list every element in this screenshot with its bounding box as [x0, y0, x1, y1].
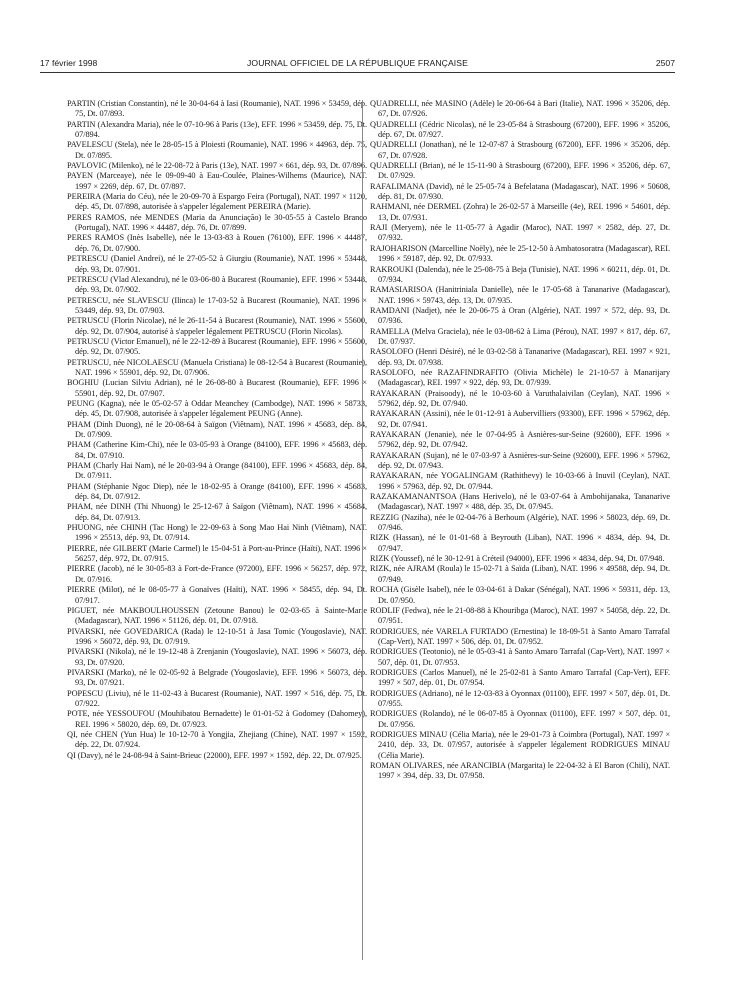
naturalization-entry: RODRIGUES (Carlos Manuel), né le 25-02-81 à Santo Amaro Tarrafal (Cap-Vert), EFF. 1997 × 507, dép. 01, Dt. 07/954.: [370, 667, 670, 688]
naturalization-entry: RAYAKARAN (Sujan), né le 07-03-97 à Asnières-sur-Seine (92600), EFF. 1996 × 57962, dép. 92, Dt. 07/943.: [370, 450, 670, 471]
naturalization-entry: PERES RAMOS, née MENDES (Maria da Anunciação) le 30-05-55 à Castelo Branco (Portugal), NAT. 1996 × 44487, dép. 76, Dt. 07/899.: [67, 212, 367, 233]
left-column: [67, 99, 367, 761]
naturalization-entry: RODRIGUES, née VARELA FURTADO (Ernestina) le 18-09-51 à Santo Amaro Tarrafal (Cap-Vert), NAT. 1997 × 506, dép. 01, Dt. 07/952.: [370, 626, 670, 646]
naturalization-entry: RIZK, née AJRAM (Roula) le 15-02-71 à Saïda (Liban), NAT. 1996 × 49588, dép. 94, Dt. 07/949.: [370, 564, 670, 584]
naturalization-entry: PHAM (Stéphanie Ngoc Diep), née le 18-02-95 à Orange (84100), EFF. 1996 × 45683, dép. 84, Dt. 07/912.: [67, 481, 367, 502]
naturalization-entry: PHAM (Charly Hai Nam), né le 20-03-94 à Orange (84100), EFF. 1996 × 45683, dép. 84, Dt. 07/911.: [67, 461, 367, 481]
naturalization-entry: PERES RAMOS (Inès Isabelle), née le 13-03-83 à Rouen (76100), EFF. 1996 × 44487, dép. 76, Dt. 07/900.: [67, 233, 367, 253]
column-divider: [362, 100, 363, 960]
naturalization-entry: POPESCU (Liviu), né le 11-02-43 à Bucarest (Roumanie), NAT. 1997 × 516, dép. 75, Dt. 07/922.: [67, 688, 367, 708]
naturalization-entry: RIZK (Hassan), né le 01-01-68 à Beyrouth (Liban), NAT. 1996 × 4834, dép. 94, Dt. 07/947.: [370, 533, 670, 553]
naturalization-entry: PHAM, née DINH (Thi Nhuong) le 25-12-67 à Saïgon (Viêtnam), NAT. 1996 × 45684, dép. 84, Dt. 07/913.: [67, 502, 367, 522]
naturalization-entry: RAYAKARAN (Praisoody), né le 10-03-60 à Varuthalaivilan (Ceylan), NAT. 1996 × 57962, dép. 92, Dt. 07/940.: [370, 388, 670, 408]
naturalization-entry: PHAM (Dinh Duong), né le 20-08-64 à Saïgon (Viêtnam), NAT. 1996 × 45683, dép. 84, Dt. 07/909.: [67, 419, 367, 439]
naturalization-entry: RAMASIARISOA (Hanitriniala Danielle), née le 17-05-68 à Tananarive (Madagascar), NAT. 1996 × 59743, dép. 13, Dt. 07/935.: [370, 285, 670, 305]
naturalization-entry: PIVARSKI (Marko), né le 02-05-92 à Belgrade (Yougoslavie), EFF. 1996 × 56073, dép. 93, Dt. 07/921.: [67, 667, 367, 688]
naturalization-entry: POTE, née YESSOUFOU (Mouhibatou Bernadette) le 01-01-52 à Godomey (Dahomey), REI. 1996 × 58020, dép. 69, Dt. 07/923.: [67, 709, 367, 729]
naturalization-entry: RODRIGUES (Adriano), né le 12-03-83 à Oyonnax (01100), EFF. 1997 × 507, dép. 01, Dt. 07/955.: [370, 688, 670, 708]
naturalization-entry: PETRUSCU (Victor Emanuel), né le 22-12-89 à Bucarest (Roumanie), EFF. 1996 × 55600, dép. 92, Dt. 07/905.: [67, 336, 367, 357]
naturalization-entry: RAYAKARAN, née YOGALINGAM (Rathithevy) le 10-03-66 à Inuvil (Ceylan), NAT. 1996 × 57963, dép. 92, Dt. 07/944.: [370, 471, 670, 491]
naturalization-entry: PIGUET, née MAKBOULHOUSSEN (Zetoune Banou) le 02-03-65 à Sainte-Marie (Madagascar), NAT. 1996 × 51126, dép. 01, Dt. 07/918.: [67, 605, 367, 626]
naturalization-entry: RAYAKARAN (Jenanie), née le 07-04-95 à Asnières-sur-Seine (92600), EFF. 1996 × 57962, dép. 92, Dt. 07/942.: [370, 430, 670, 450]
naturalization-entry: RAMELLA (Melva Graciela), née le 03-08-62 à Lima (Pérou), NAT. 1997 × 817, dép. 67, Dt. 07/937.: [370, 326, 670, 346]
naturalization-entry: PARTIN (Alexandra Maria), née le 07-10-96 à Paris (13e), EFF. 1996 × 53459, dép. 75, Dt. 07/894.: [67, 119, 367, 140]
naturalization-entry: QUADRELLI (Cédric Nicolas), né le 23-05-84 à Strasbourg (67200), EFF. 1996 × 35206, dép. 67, Dt. 07/927.: [370, 119, 670, 140]
naturalization-entry: PAVELESCU (Stela), née le 28-05-15 à Ploiesti (Roumanie), NAT. 1996 × 44963, dép. 75, Dt. 07/895.: [67, 140, 367, 160]
naturalization-entry: PIVARSKI (Nikola), né le 19-12-48 à Zrenjanin (Yougoslavie), NAT. 1996 × 56073, dép. 93, Dt. 07/920.: [67, 647, 367, 667]
naturalization-entry: RASOLOFO, née RAZAFINDRAFITO (Olivia Michèle) le 21-10-57 à Manarijary (Madagascar), REI. 1997 × 922, dép. 93, Dt. 07/939.: [370, 367, 670, 388]
naturalization-entry: PIERRE, née GILBERT (Marie Carmel) le 15-04-51 à Port-au-Prince (Haïti), NAT. 1996 × 56257, dép. 972, Dt. 07/915.: [67, 543, 367, 564]
naturalization-entry: REZZIG (Naziha), née le 02-04-76 à Berhoum (Algérie), NAT. 1996 × 58023, dép. 69, Dt. 07/946.: [370, 512, 670, 533]
naturalization-entry: RAYAKARAN (Assini), née le 01-12-91 à Aubervilliers (93300), EFF. 1996 × 57962, dép. 92, Dt. 07/941.: [370, 409, 670, 429]
naturalization-entry: PIERRE (Milot), né le 08-05-77 à Gonaïves (Haïti), NAT. 1996 × 58455, dép. 94, Dt. 07/917.: [67, 585, 367, 605]
naturalization-entry: ROMAN OLIVARES, née ARANCIBIA (Margarita) le 22-04-32 à El Baron (Chili), NAT. 1997 × 394, dép. 33, Dt. 07/958.: [370, 761, 670, 781]
naturalization-entry: PETRESCU, née SLAVESCU (Ilinca) le 17-03-52 à Bucarest (Roumanie), NAT. 1996 × 53449, dép. 93, Dt. 07/903.: [67, 295, 367, 315]
naturalization-entry: PAYEN (Marceaye), née le 09-09-40 à Eau-Coulée, Plaines-Wilhems (Maurice), NAT. 1997 × 2269, dép. 67, Dt. 07/897.: [67, 171, 367, 191]
header-rule: [40, 72, 675, 73]
naturalization-entry: PAVLOVIC (Milenko), né le 22-08-72 à Paris (13e), NAT. 1997 × 661, dép. 93, Dt. 07/896.: [67, 161, 367, 171]
page-header: [40, 58, 675, 72]
naturalization-entry: PEUNG (Kagna), née le 05-02-57 à Oddar Meanchey (Cambodge), NAT. 1996 × 58733, dép. 45, Dt. 07/908, autorisée à s'appeler légalement PEUNG (Anne).: [67, 398, 367, 419]
issue-date: 17 février 1998: [40, 58, 98, 68]
naturalization-entry: RODRIGUES (Rolando), né le 06-07-85 à Oyonnax (01100), EFF. 1997 × 507, dép. 01, Dt. 07/956.: [370, 709, 670, 729]
naturalization-entry: ROCHA (Gisèle Isabel), née le 03-04-61 à Dakar (Sénégal), NAT. 1996 × 59311, dép. 13, Dt. 07/950.: [370, 585, 670, 605]
naturalization-entry: PIVARSKI, née GOVEDARICA (Rada) le 12-10-51 à Jasa Tomic (Yougoslavie), NAT. 1996 × 56072, dép. 93, Dt. 07/919.: [67, 626, 367, 646]
naturalization-entry: PHUONG, née CHINH (Tac Hong) le 22-09-63 à Song Mao Hai Ninh (Viêtnam), NAT. 1996 × 25513, dép. 93, Dt. 07/914.: [67, 523, 367, 543]
naturalization-entry: PIERRE (Jacob), né le 30-05-83 à Fort-de-France (97200), EFF. 1996 × 56257, dép. 972, Dt. 07/916.: [67, 564, 367, 584]
naturalization-entry: QI, née CHEN (Yun Hua) le 10-12-70 à Yongjia, Zhejiang (Chine), NAT. 1997 × 1592, dép. 22, Dt. 07/924.: [67, 729, 367, 750]
naturalization-entry: RASOLOFO (Henri Désiré), né le 03-02-58 à Tananarive (Madagascar), REI. 1997 × 921, dép. 93, Dt. 07/938.: [370, 347, 670, 367]
naturalization-entry: PETRUSCU, née NICOLAESCU (Manuela Cristiana) le 08-12-54 à Bucarest (Roumanie), NAT. 1996 × 55901, dép. 92, Dt. 07/906.: [67, 357, 367, 377]
naturalization-entry: RODRIGUES MINAU (Célia Maria), née le 29-01-73 à Coimbra (Portugal), NAT. 1997 × 2410, dép. 33, Dt. 07/957, autorisée à s'appeler légalement RODRIGUES MINAU (Célia Marie).: [370, 729, 670, 760]
naturalization-entry: QUADRELLI, née MASINO (Adèle) le 20-06-64 à Bari (Italie), NAT. 1996 × 35206, dép. 67, Dt. 07/926.: [370, 99, 670, 119]
naturalization-entry: RAJI (Meryem), née le 11-05-77 à Agadir (Maroc), NAT. 1997 × 2582, dép. 27, Dt. 07/932.: [370, 223, 670, 243]
naturalization-entry: RODRIGUES (Teotonio), né le 05-03-41 à Santo Amaro Tarrafal (Cap-Vert), NAT. 1997 × 507, dép. 01, Dt. 07/953.: [370, 647, 670, 667]
naturalization-entry: RODLIF (Fedwa), née le 21-08-88 à Khouribga (Maroc), NAT. 1997 × 54058, dép. 22, Dt. 07/951.: [370, 605, 670, 626]
naturalization-entry: RAKROUKI (Dalenda), née le 25-08-75 à Beja (Tunisie), NAT. 1996 × 60211, dép. 01, Dt. 07/934.: [370, 264, 670, 284]
naturalization-entry: QUADRELLI (Jonathan), né le 12-07-87 à Strasbourg (67200), EFF. 1996 × 35206, dép. 67, Dt. 07/928.: [370, 140, 670, 160]
naturalization-entry: RAHMANI, née DERMEL (Zohra) le 26-02-57 à Marseille (4e), REI. 1996 × 54601, dép. 13, Dt. 07/931.: [370, 202, 670, 222]
naturalization-entry: RAFALIMANA (David), né le 25-05-74 à Befelatana (Madagascar), NAT. 1996 × 50608, dép. 81, Dt. 07/930.: [370, 181, 670, 202]
naturalization-entry: RAJOHARISON (Marcelline Noëly), née le 25-12-50 à Ambatosoratra (Madagascar), REI. 1996 × 59187, dép. 92, Dt. 07/933.: [370, 243, 670, 264]
naturalization-entry: PETRESCU (Vlad Alexandru), né le 03-06-80 à Bucarest (Roumanie), EFF. 1996 × 53448, dép. 93, Dt. 07/902.: [67, 274, 367, 295]
naturalization-entry: PARTIN (Cristian Constantin), né le 30-04-64 à Iasi (Roumanie), NAT. 1996 × 53459, dép. 75, Dt. 07/893.: [67, 99, 367, 119]
naturalization-entry: QUADRELLI (Brian), né le 15-11-90 à Strasbourg (67200), EFF. 1996 × 35206, dép. 67, Dt. 07/929.: [370, 161, 670, 181]
naturalization-entry: QI (Davy), né le 24-08-94 à Saint-Brieuc (22000), EFF. 1997 × 1592, dép. 22, Dt. 07/925.: [67, 750, 362, 760]
naturalization-entry: PETRUSCU (Florin Nicolae), né le 26-11-54 à Bucarest (Roumanie), NAT. 1996 × 55600, dép. 92, Dt. 07/904, autorisé à s'appeler légalement PETRUSCU (Florin Nicolas).: [67, 316, 367, 336]
naturalization-entry: BOGHIU (Lucian Silviu Adrian), né le 26-08-80 à Bucarest (Roumanie), EFF. 1996 × 55901, dép. 92, Dt. 07/907.: [67, 378, 367, 398]
naturalization-entry: RAZAKAMANANTSOA (Hans Herivelo), né le 03-07-64 à Ambohijanaka, Tananarive (Madagascar), NAT. 1997 × 488, dép. 35, Dt. 07/945.: [370, 492, 670, 512]
naturalization-entry: PHAM (Catherine Kim-Chi), née le 03-05-93 à Orange (84100), EFF. 1996 × 45683, dép. 84, Dt. 07/910.: [67, 440, 367, 460]
right-column: [370, 99, 670, 782]
page-number: 2507: [655, 58, 675, 68]
naturalization-entry: PETRESCU (Daniel Andrei), né le 27-05-52 à Giurgiu (Roumanie), NAT. 1996 × 53448, dép. 93, Dt. 07/901.: [67, 254, 367, 274]
naturalization-entry: PEREIRA (Maria do Céu), née le 20-09-70 à Espargo Feira (Portugal), NAT. 1997 × 1120, dép. 45, Dt. 07/898, autorisée à s'appeler légalement PEREIRA (Marie).: [67, 192, 367, 212]
naturalization-entry: RIZK (Youssef), né le 30-12-91 à Créteil (94000), EFF. 1996 × 4834, dép. 94, Dt. 07/948.: [370, 554, 665, 564]
journal-title: JOURNAL OFFICIEL DE LA RÉPUBLIQUE FRANÇAISE: [247, 58, 468, 68]
naturalization-entry: RAMDANI (Nadjet), née le 20-06-75 à Oran (Algérie), NAT. 1997 × 572, dép. 93, Dt. 07/936.: [370, 305, 670, 326]
